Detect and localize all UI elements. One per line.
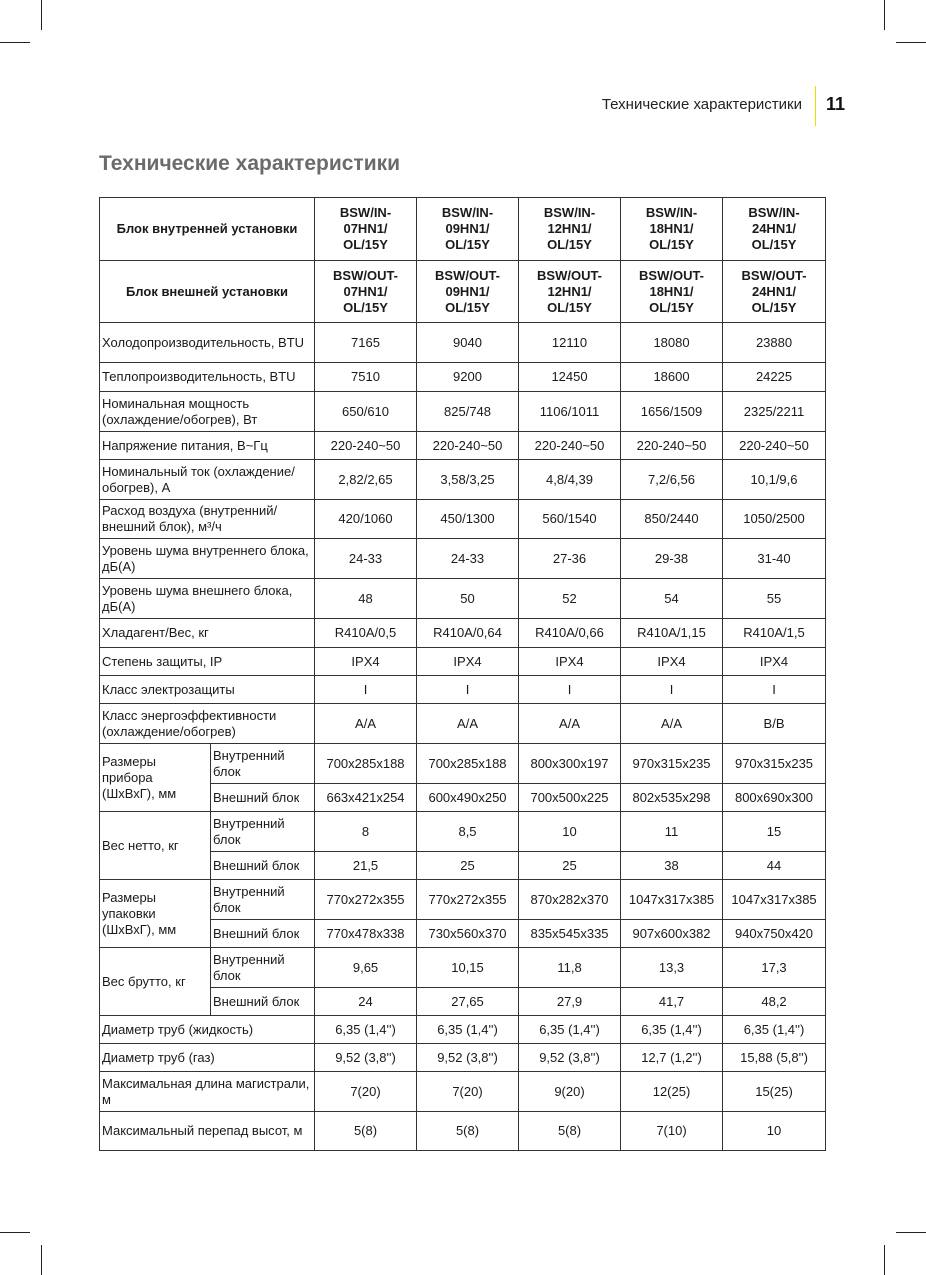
spec-value: 800x690x300 [723,784,826,812]
spec-row [100,579,826,619]
spec-value: 835x545x335 [519,920,621,948]
spec-label: Уровень шума внешнего блока, дБ(А) [100,579,315,619]
spec-value: 9200 [417,363,519,392]
spec-value: 600x490x250 [417,784,519,812]
group-sub-label: Внешний блок [211,988,315,1016]
spec-value: 800x300x197 [519,744,621,784]
spec-value: 10,15 [417,948,519,988]
spec-value: 1047x317x385 [621,880,723,920]
spec-value: I [315,676,417,704]
spec-value: 21,5 [315,852,417,880]
spec-value: 700x500x225 [519,784,621,812]
spec-value: 6,35 (1,4'') [315,1016,417,1044]
spec-value: 220-240~50 [519,432,621,460]
spec-value: 18080 [621,323,723,363]
spec-value: 13,3 [621,948,723,988]
spec-value: 970x315x235 [723,744,826,784]
spec-value: 24-33 [417,539,519,579]
outdoor-unit-label: Блок внешней установки [100,261,315,323]
crop-mark [0,1232,30,1233]
spec-value: 6,35 (1,4'') [723,1016,826,1044]
spec-value: R410A/1,5 [723,619,826,648]
indoor-model: BSW/IN- 18HN1/ OL/15Y [621,198,723,261]
spec-value: 7165 [315,323,417,363]
spec-row [100,363,826,392]
indoor-model: BSW/IN- 09HN1/ OL/15Y [417,198,519,261]
spec-value: 770x272x355 [417,880,519,920]
crop-mark [896,1232,926,1233]
spec-value: 11 [621,812,723,852]
spec-value: 5(8) [519,1112,621,1151]
group-row [100,948,826,988]
spec-value: 9,52 (3,8'') [519,1044,621,1072]
spec-row [100,648,826,676]
header-row-outdoor [100,261,826,323]
spec-value: 12110 [519,323,621,363]
crop-mark [884,1245,885,1275]
spec-value: 7,2/6,56 [621,460,723,500]
spec-value: IPX4 [621,648,723,676]
spec-value: 38 [621,852,723,880]
spec-value: 700x285x188 [315,744,417,784]
spec-value: 870x282x370 [519,880,621,920]
spec-row [100,704,826,744]
outdoor-model: BSW/OUT- 09HN1/ OL/15Y [417,261,519,323]
spec-row [100,619,826,648]
spec-value: 7(20) [315,1072,417,1112]
outdoor-model: BSW/OUT- 18HN1/ OL/15Y [621,261,723,323]
spec-value: R410A/0,5 [315,619,417,648]
group-label: Вес брутто, кг [100,948,211,1016]
indoor-model: BSW/IN- 24HN1/ OL/15Y [723,198,826,261]
spec-row [100,500,826,539]
spec-value: 730x560x370 [417,920,519,948]
group-sub-label: Внешний блок [211,920,315,948]
spec-value: 420/1060 [315,500,417,539]
spec-value: 15 [723,812,826,852]
spec-value: R410A/0,64 [417,619,519,648]
spec-row [100,1072,826,1112]
spec-value: 970x315x235 [621,744,723,784]
spec-value: 52 [519,579,621,619]
spec-label: Номинальная мощность (охлаждение/обогрев), Вт [100,392,315,432]
spec-value: 1656/1509 [621,392,723,432]
outdoor-model: BSW/OUT- 07HN1/ OL/15Y [315,261,417,323]
spec-row [100,1016,826,1044]
spec-value: 24-33 [315,539,417,579]
spec-label: Диаметр труб (газ) [100,1044,315,1072]
spec-value: 770x272x355 [315,880,417,920]
spec-value: A/A [519,704,621,744]
group-label: Размеры упаковки (ШхВхГ), мм [100,880,211,948]
group-label: Вес нетто, кг [100,812,211,880]
spec-value: 940x750x420 [723,920,826,948]
spec-row [100,539,826,579]
spec-value: 6,35 (1,4'') [417,1016,519,1044]
spec-row [100,1044,826,1072]
spec-value: 220-240~50 [417,432,519,460]
group-sub-label: Внешний блок [211,852,315,880]
spec-value: 27,9 [519,988,621,1016]
spec-value: I [417,676,519,704]
spec-value: 54 [621,579,723,619]
spec-value: 9,52 (3,8'') [315,1044,417,1072]
spec-label: Уровень шума внутреннего блока, дБ(А) [100,539,315,579]
spec-value: 220-240~50 [723,432,826,460]
spec-value: 1047x317x385 [723,880,826,920]
spec-row [100,432,826,460]
spec-value: I [519,676,621,704]
spec-row [100,460,826,500]
crop-mark [41,1245,42,1275]
spec-value: 6,35 (1,4'') [621,1016,723,1044]
spec-value: 825/748 [417,392,519,432]
spec-value: 560/1540 [519,500,621,539]
spec-value: A/A [315,704,417,744]
spec-value: R410A/0,66 [519,619,621,648]
spec-label: Холодопроизводительность, BTU [100,323,315,363]
spec-value: 9,52 (3,8'') [417,1044,519,1072]
spec-value: 9,65 [315,948,417,988]
spec-value: 12,7 (1,2'') [621,1044,723,1072]
spec-value: 220-240~50 [315,432,417,460]
spec-label: Класс электрозащиты [100,676,315,704]
spec-value: 2,82/2,65 [315,460,417,500]
spec-value: 5(8) [315,1112,417,1151]
spec-label: Степень защиты, IP [100,648,315,676]
spec-value: 663x421x254 [315,784,417,812]
spec-label: Класс энергоэффективности (охлаждение/обогрев) [100,704,315,744]
spec-value: IPX4 [723,648,826,676]
header-row-indoor [100,198,826,261]
spec-value: 700x285x188 [417,744,519,784]
group-sub-label: Внутренний блок [211,812,315,852]
spec-value: 24 [315,988,417,1016]
spec-value: 2325/2211 [723,392,826,432]
spec-value: 15,88 (5,8'') [723,1044,826,1072]
spec-value: 6,35 (1,4'') [519,1016,621,1044]
spec-value: 7(10) [621,1112,723,1151]
spec-value: 1050/2500 [723,500,826,539]
spec-value: 5(8) [417,1112,519,1151]
group-sub-label: Внутренний блок [211,880,315,920]
spec-value: 48,2 [723,988,826,1016]
spec-value: 12450 [519,363,621,392]
group-row [100,744,826,784]
spec-value: 10 [519,812,621,852]
spec-value: 10,1/9,6 [723,460,826,500]
spec-value: 10 [723,1112,826,1151]
spec-value: A/A [417,704,519,744]
indoor-model: BSW/IN- 12HN1/ OL/15Y [519,198,621,261]
spec-value: 25 [519,852,621,880]
spec-value: 802x535x298 [621,784,723,812]
spec-label: Максимальная длина магистрали, м [100,1072,315,1112]
spec-row [100,323,826,363]
crop-mark [0,42,30,43]
header-divider [815,86,816,126]
page-number: 11 [826,94,846,114]
spec-value: 31-40 [723,539,826,579]
spec-value: 29-38 [621,539,723,579]
outdoor-model: BSW/OUT- 24HN1/ OL/15Y [723,261,826,323]
outdoor-model: BSW/OUT- 12HN1/ OL/15Y [519,261,621,323]
spec-value: 48 [315,579,417,619]
spec-value: IPX4 [519,648,621,676]
spec-value: 3,58/3,25 [417,460,519,500]
spec-value: 7(20) [417,1072,519,1112]
spec-value: R410A/1,15 [621,619,723,648]
spec-value: 55 [723,579,826,619]
spec-value: 8 [315,812,417,852]
spec-value: 44 [723,852,826,880]
spec-table [99,197,826,1151]
spec-value: 907x600x382 [621,920,723,948]
spec-label: Максимальный перепад высот, м [100,1112,315,1151]
spec-value: 4,8/4,39 [519,460,621,500]
spec-value: 850/2440 [621,500,723,539]
spec-value: A/A [621,704,723,744]
spec-value: B/B [723,704,826,744]
spec-value: 650/610 [315,392,417,432]
crop-mark [884,0,885,30]
running-header: Технические характеристики [601,96,802,113]
spec-row [100,392,826,432]
indoor-model: BSW/IN- 07HN1/ OL/15Y [315,198,417,261]
spec-label: Напряжение питания, В~Гц [100,432,315,460]
spec-value: 27-36 [519,539,621,579]
section-title: Технические характеристики [99,152,401,175]
spec-value: 24225 [723,363,826,392]
group-sub-label: Внутренний блок [211,948,315,988]
group-row [100,880,826,920]
spec-value: I [723,676,826,704]
spec-row [100,1112,826,1151]
spec-value: 11,8 [519,948,621,988]
spec-value: 50 [417,579,519,619]
indoor-unit-label: Блок внутренней установки [100,198,315,261]
spec-row [100,676,826,704]
spec-value: 41,7 [621,988,723,1016]
spec-label: Диаметр труб (жидкость) [100,1016,315,1044]
spec-value: 1106/1011 [519,392,621,432]
group-sub-label: Внутренний блок [211,744,315,784]
spec-value: 450/1300 [417,500,519,539]
crop-mark [41,0,42,30]
spec-value: IPX4 [417,648,519,676]
spec-value: 9040 [417,323,519,363]
group-sub-label: Внешний блок [211,784,315,812]
spec-value: 770x478x338 [315,920,417,948]
spec-label: Хладагент/Вес, кг [100,619,315,648]
spec-value: 7510 [315,363,417,392]
crop-mark [896,42,926,43]
spec-value: IPX4 [315,648,417,676]
spec-value: 23880 [723,323,826,363]
spec-value: 25 [417,852,519,880]
spec-value: I [621,676,723,704]
spec-label: Расход воздуха (внутренний/ внешний блок), м³/ч [100,500,315,539]
spec-label: Теплопроизводительность, BTU [100,363,315,392]
spec-value: 12(25) [621,1072,723,1112]
spec-value: 15(25) [723,1072,826,1112]
spec-value: 220-240~50 [621,432,723,460]
group-label: Размеры прибора (ШхВхГ), мм [100,744,211,812]
spec-value: 18600 [621,363,723,392]
spec-value: 27,65 [417,988,519,1016]
spec-value: 9(20) [519,1072,621,1112]
group-row [100,812,826,852]
spec-value: 8,5 [417,812,519,852]
spec-value: 17,3 [723,948,826,988]
spec-label: Номинальный ток (охлаждение/ обогрев), А [100,460,315,500]
